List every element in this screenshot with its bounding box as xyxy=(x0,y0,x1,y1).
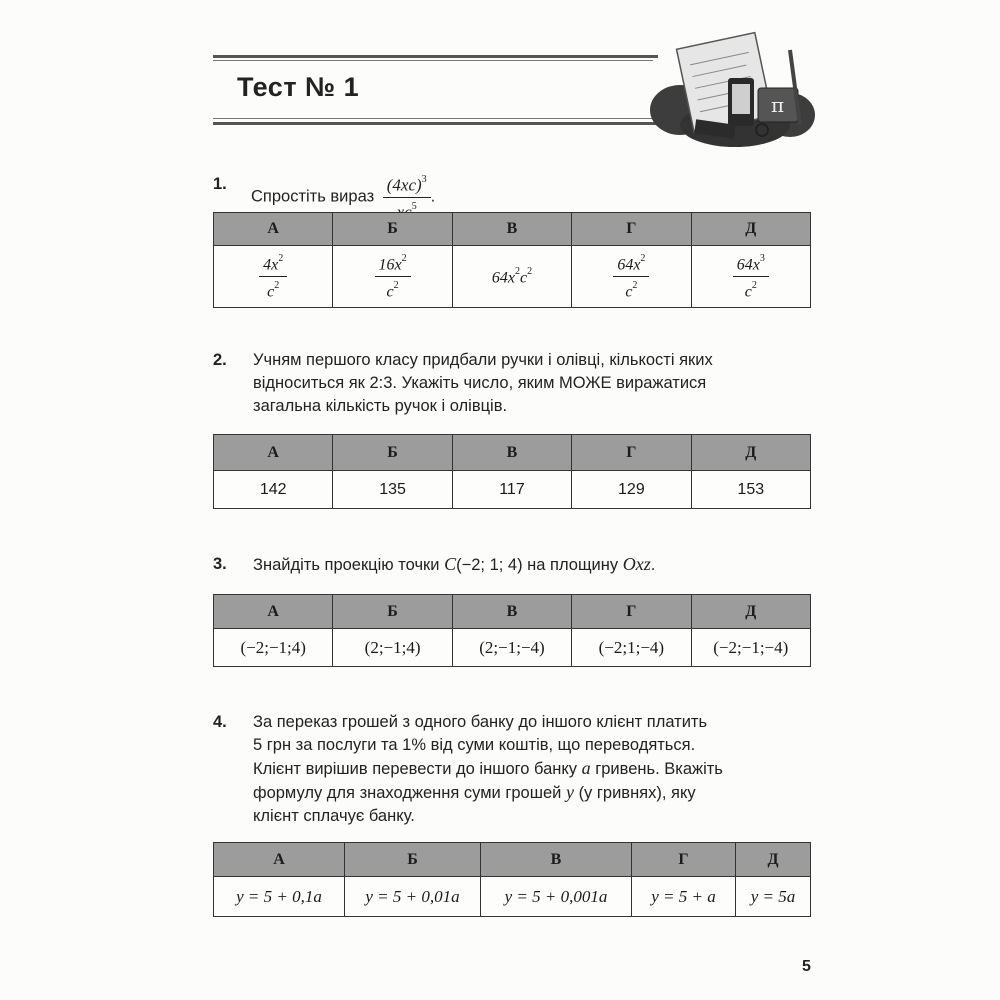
answer-v[interactable]: $64x^2c^2$ xyxy=(452,246,571,308)
header-d: Д xyxy=(691,213,810,246)
answer-b[interactable]: y = 5 + 0,01a xyxy=(345,877,481,917)
title-rule-bottom xyxy=(213,122,658,125)
svg-text:π: π xyxy=(771,93,785,117)
header-v: В xyxy=(452,595,571,629)
page-title: Тест № 1 xyxy=(237,72,360,102)
answer-v[interactable]: 117 xyxy=(452,471,571,509)
answer-v[interactable]: y = 5 + 0,001a xyxy=(481,877,632,917)
question-number: 3. xyxy=(213,555,227,573)
header-g: Г xyxy=(572,435,691,471)
header-a: А xyxy=(214,843,345,877)
header-a: А xyxy=(214,213,333,246)
expression-fraction: $\frac{(4xc)^3}{^5}$ xyxy=(383,172,431,222)
question-line: загальна кількість ручок і олівців. xyxy=(253,397,508,415)
answer-b[interactable]: (2;−1;4) xyxy=(333,629,452,667)
header-a: А xyxy=(214,435,333,471)
question-4 xyxy=(213,711,813,828)
answer-g[interactable]: $\frac{64x^2}{c^2}$ xyxy=(572,246,691,308)
header-g: Г xyxy=(572,595,691,629)
answer-v[interactable]: (2;−1;−4) xyxy=(452,629,571,667)
answer-b[interactable]: 135 xyxy=(333,471,452,509)
question-3: 3. Знайдіть проекцію точки C(−2; 1; 4) на площину Oxz. xyxy=(213,554,656,574)
answer-b[interactable]: $\frac{16x^2}{c^2}$ xyxy=(333,246,452,308)
answer-a[interactable]: $\frac{4x^2}{c^2}$ xyxy=(214,246,333,308)
header-a: А xyxy=(214,595,333,629)
point-label: C xyxy=(444,554,457,574)
answer-table-4 xyxy=(213,842,811,917)
header-b: Б xyxy=(333,435,452,471)
question-number: 2. xyxy=(213,351,227,369)
header-g: Г xyxy=(632,843,736,877)
header-d: Д xyxy=(691,595,810,629)
answer-table-1 xyxy=(213,212,811,308)
answer-table-2 xyxy=(213,434,811,509)
header-g: Г xyxy=(572,213,691,246)
question-line: За переказ грошей з одного банку до іншого клієнт платить xyxy=(253,713,708,731)
header-v: В xyxy=(452,435,571,471)
answer-d[interactable]: $\frac{64x^3}{c^2}$ xyxy=(691,246,810,308)
answer-a[interactable]: 142 xyxy=(214,471,333,509)
header-v: В xyxy=(481,843,632,877)
header-d: Д xyxy=(736,843,811,877)
header-d: Д xyxy=(691,435,810,471)
answer-table-3 xyxy=(213,594,811,667)
title-rule-bottom-thin xyxy=(213,118,653,119)
math-supplies-illustration-icon xyxy=(640,30,820,150)
header-b: Б xyxy=(333,595,452,629)
title-rule-top-thin xyxy=(213,60,653,61)
question-line: Клієнт вирішив перевести до іншого банку a гривень. Вкажіть xyxy=(253,758,723,778)
header-v: В xyxy=(452,213,571,246)
page-number: 5 xyxy=(802,958,811,975)
question-line: клієнт сплачує банку. xyxy=(253,807,415,825)
header-b: Б xyxy=(345,843,481,877)
answer-g[interactable]: y = 5 + a xyxy=(632,877,736,917)
question-text: Спростіть вираз xyxy=(251,187,375,206)
header-b: Б xyxy=(333,213,452,246)
answer-a[interactable]: y = 5 + 0,1a xyxy=(214,877,345,917)
answer-d[interactable]: y = 5a xyxy=(736,877,811,917)
answer-d[interactable]: 153 xyxy=(691,471,810,509)
question-number: 1. xyxy=(213,175,227,193)
answer-a[interactable]: (−2;−1;4) xyxy=(214,629,333,667)
plane-label: Oxz xyxy=(622,554,651,574)
title-rule-top xyxy=(213,55,658,58)
answer-g[interactable]: (−2;1;−4) xyxy=(572,629,691,667)
question-1: 1. Спростіть вираз $\frac{(4xc)^3}{^5}$ . xyxy=(213,172,813,222)
question-2 xyxy=(213,349,813,418)
question-line: 5 грн за послуги та 1% від суми коштів, що переводяться. xyxy=(253,736,696,754)
question-line: відноситься як 2:3. Укажіть число, яким МОЖЕ виражатися xyxy=(253,374,707,392)
answer-d[interactable]: (−2;−1;−4) xyxy=(691,629,810,667)
question-number: 4. xyxy=(213,713,227,731)
question-line: Учням першого класу придбали ручки і олівці, кількості яких xyxy=(253,351,713,369)
question-line: формулу для знаходження суми грошей y (у гривнях), яку xyxy=(253,782,696,802)
answer-g[interactable]: 129 xyxy=(572,471,691,509)
